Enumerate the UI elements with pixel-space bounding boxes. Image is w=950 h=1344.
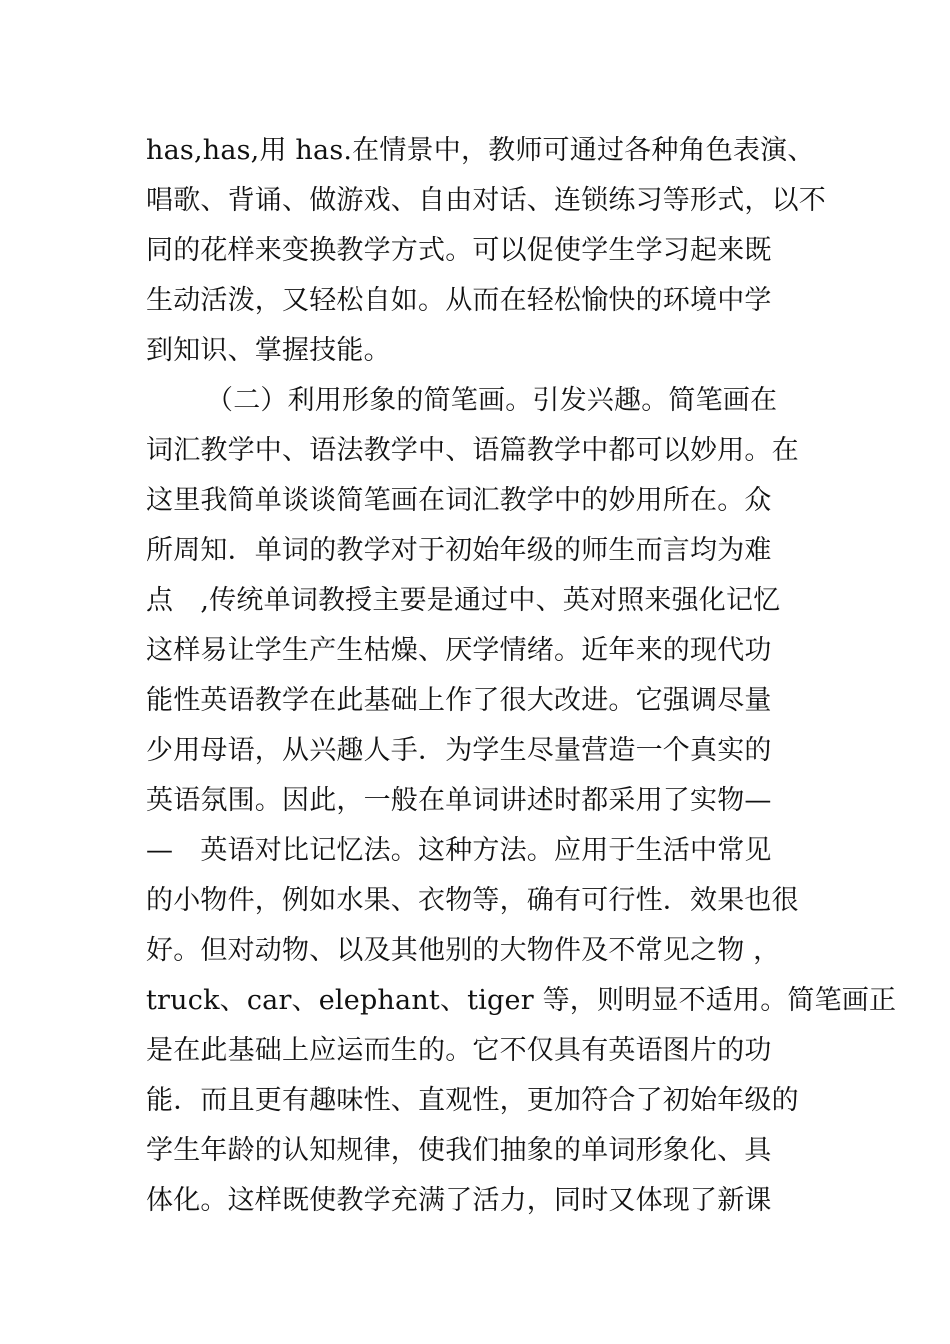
text-line: 生动活泼，又轻松自如。从而在轻松愉快的环境中学 [146,285,772,316]
text-line: 学生年龄的认知规律，使我们抽象的单词形象化、具 [146,1135,772,1166]
text-line: — 英语对比记忆法。这种方法。应用于生活中常见 [146,835,772,866]
text-line: has,has,用 has.在情景中，教师可通过各种角色表演、 [146,135,815,166]
text-line: 这里我简单谈谈简笔画在词汇教学中的妙用所在。众 [146,485,772,516]
text-line: truck、car、elephant、tiger 等，则明显不适用。简笔画正 [146,985,897,1016]
text-line: 体化。这样既使教学充满了活力，同时又体现了新课 [146,1185,772,1216]
text-line: 词汇教学中、语法教学中、语篇教学中都可以妙用。在 [146,435,799,466]
text-line: 的小物件，例如水果、衣物等，确有可行性．效果也很 [146,885,799,916]
text-line: 好。但对动物、以及其他别的大物件及不常见之物 ， [146,935,781,966]
text-line: 到知识、掌握技能。 [146,335,391,366]
text-line: 唱歌、背诵、做游戏、自由对话、连锁练习等形式，以不 [146,185,826,216]
text-line: 这样易让学生产生枯燥、厌学情绪。近年来的现代功 [146,635,772,666]
text-line: 同的花样来变换教学方式。可以促使学生学习起来既 [146,235,772,266]
text-line: 少用母语，从兴趣人手．为学生尽量营造一个真实的 [146,735,772,766]
text-line: 英语氛围。因此，一般在单词讲述时都采用了实物— [146,785,772,816]
text-line: 是在此基础上应运而生的。它不仅具有英语图片的功 [146,1035,772,1066]
paragraph-start-line: （二）利用形象的简笔画。引发兴趣。简笔画在 [206,385,778,416]
text-line: 点 ,传统单词教授主要是通过中、英对照来强化记忆 [146,585,781,616]
body-text [146,126,897,1226]
text-line: 所周知．单词的教学对于初始年级的师生而言均为难 [146,535,772,566]
text-line: 能．而且更有趣味性、直观性，更加符合了初始年级的 [146,1085,799,1116]
text-line: 能性英语教学在此基础上作了很大改进。它强调尽量 [146,685,772,716]
